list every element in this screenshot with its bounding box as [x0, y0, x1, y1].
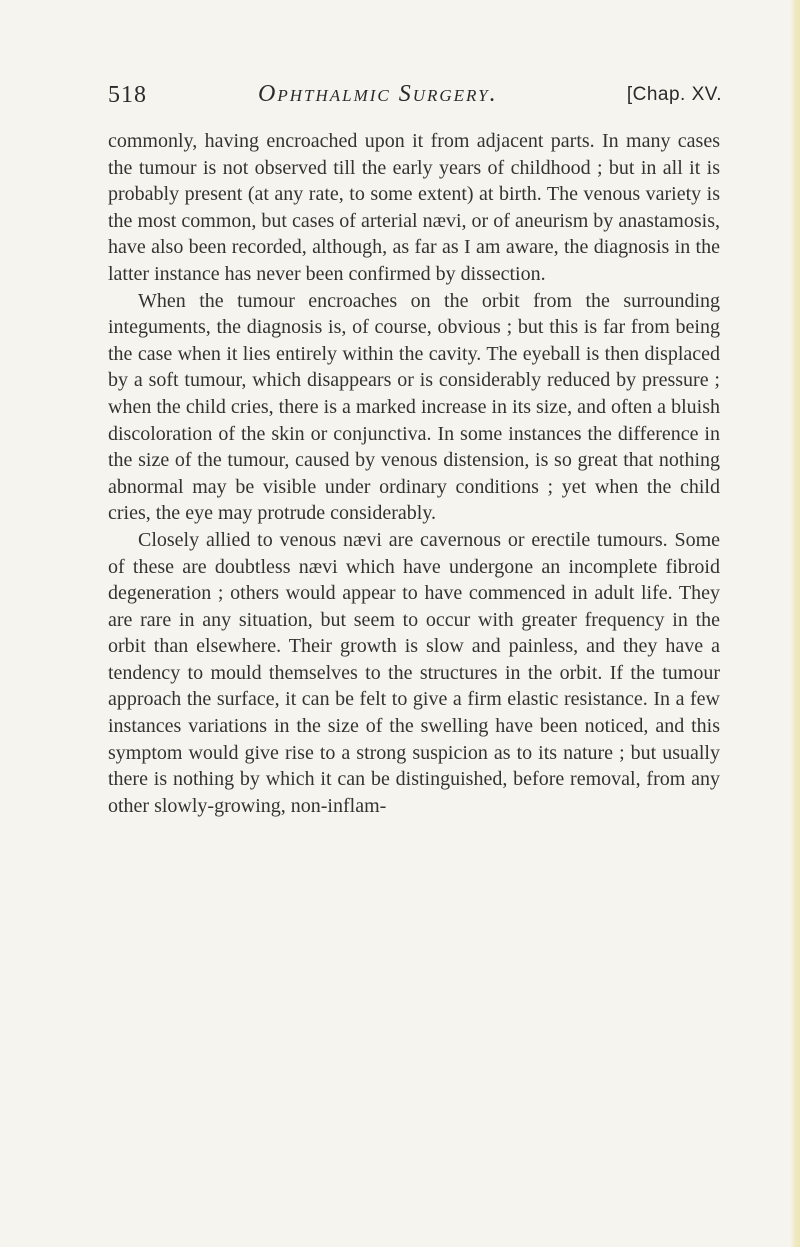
- paragraph-1: commonly, having encroached upon it from adjacent parts. In many cases the tumour is not observed till the early years of childhood ; but in all it is probably present (at any rate, to some extent) at birth. The venous variety is the most common, but cases of arterial nævi, or of aneurism by anastamosis, have also been recorded, although, as far as I am aware, the diagnosis in the latter instance has never been confirmed by dissection.: [108, 130, 720, 285]
- body-text: [108, 128, 720, 819]
- running-title: Ophthalmic Surgery.: [258, 81, 498, 107]
- page-header: [108, 82, 720, 116]
- chapter-label: [Chap. XV.: [626, 84, 722, 105]
- page-number: 518: [108, 82, 147, 108]
- paragraph-2: When the tumour encroaches on the orbit from the surrounding integuments, the diagnosis is, of course, obvious ; but this is far from being the case when it lies entirely within the cavity. The eyeball is then displaced by a soft tumour, which disappears or is considerably reduced by pressure ; when the child cries, there is a marked increase in its size, and often a bluish discoloration of the skin or conjunctiva. In some instances the difference in the size of the tumour, caused by venous distension, is so great that nothing abnormal may be visible under ordinary conditions ; yet when the child cries, the eye may protrude considerably.: [108, 289, 720, 525]
- page-edge: [790, 0, 800, 1247]
- paragraph-3: Closely allied to venous nævi are cavernous or erectile tumours. Some of these are doubtless nævi which have undergone an incomplete fibroid degeneration ; others would appear to have commenced in adult life. They are rare in any situation, but seem to occur with greater frequency in the orbit than elsewhere. Their growth is slow and painless, and they have a tendency to mould themselves to the structures in the orbit. If the tumour approach the surface, it can be felt to give a firm elastic resistance. In a few instances variations in the size of the swelling have been noticed, and this symptom would give rise to a strong suspicion as to its nature ; but usually there is nothing by which it can be distinguished, before removal, from any other slowly-growing, non-inflam-: [108, 528, 720, 817]
